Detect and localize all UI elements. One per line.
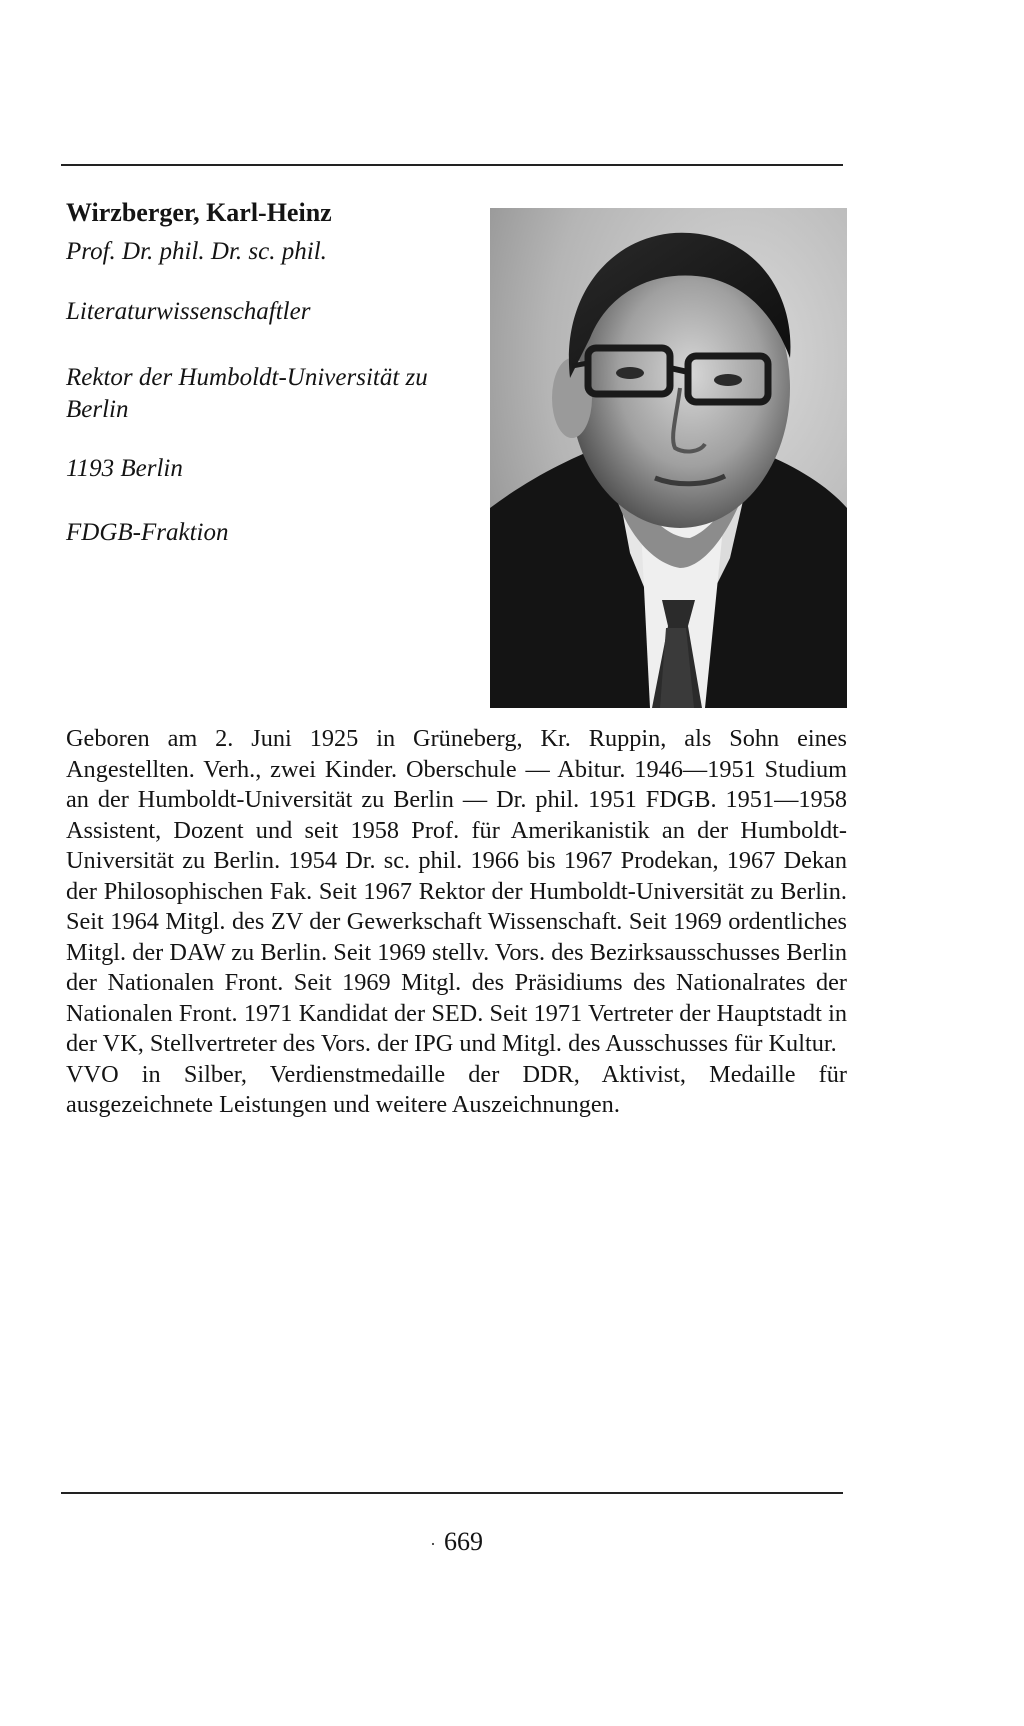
entry-academic-title: Prof. Dr. phil. Dr. sc. phil. [66,238,327,265]
entry-address: 1193 Berlin [66,455,183,482]
biography [66,724,847,1121]
dot-mark: · [430,1534,436,1555]
awards-paragraph: VVO in Silber, Verdienstmedaille der DDR, Aktivist, Medaille für ausgezeichnete Leistungen und weitere Auszeichnungen. [66,1060,847,1118]
entry-name: Wirzberger, Karl-Heinz [66,198,332,227]
top-rule [61,164,843,166]
portrait-photo [490,208,847,708]
page-number [430,1526,483,1560]
entry-profession: Literaturwissenschaftler [66,298,311,325]
entry-position: Rektor der Humboldt-Universität zu Berlin [66,364,428,423]
biography-paragraph: Geboren am 2. Juni 1925 in Grüneberg, Kr. Ruppin, als Sohn eines Angestellten. Verh., zwei Kinder. Oberschule — Abitur. 1946—1951 Studium an der Humboldt-Universität zu Berlin — Dr. phil. 1951 FDGB. 1951—1958 Assistent, Dozent und seit 1958 Prof. für Amerikanistik an der Humboldt-Universität zu Berlin. 1954 Dr. sc. phil. 1966 bis 1967 Prodekan, 1967 Dekan der Philosophischen Fak. Seit 1967 Rektor der Humboldt-Universität zu Berlin. Seit 1964 Mitgl. des ZV der Gewerkschaft Wissenschaft. Seit 1969 ordentliches Mitgl. der DAW zu Berlin. Seit 1969 stellv. Vors. des Bezirksausschusses Berlin der Nationalen Front. Seit 1969 Mitgl. des Präsidiums des Nationalrates der Nationalen Front. 1971 Kandidat der SED. Seit 1971 Vertreter der Hauptstadt in der VK, Stellvertreter des Vors. der IPG und Mitgl. des Ausschusses für Kultur. [66,725,847,1057]
bottom-rule [61,1492,843,1494]
page-number-text: 669 [444,1527,483,1556]
entry-faction: FDGB-Fraktion [66,519,229,546]
